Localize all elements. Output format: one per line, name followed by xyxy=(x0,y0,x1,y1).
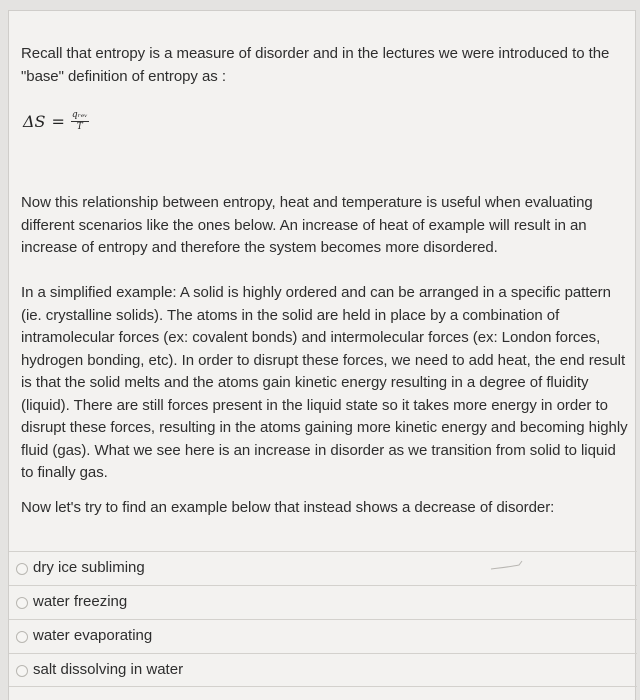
entropy-formula xyxy=(23,111,89,132)
option-label[interactable]: water freezing xyxy=(33,593,128,610)
prompt-emphasis: decrease xyxy=(414,499,476,516)
option-water-evaporating[interactable] xyxy=(9,619,637,653)
pen-mark-icon xyxy=(489,558,529,574)
formula-lhs: ΔS xyxy=(23,112,46,131)
option-label[interactable]: water evaporating xyxy=(33,627,153,644)
option-label[interactable]: dry ice subliming xyxy=(33,559,145,576)
question-panel xyxy=(8,10,636,700)
option-water-freezing[interactable] xyxy=(9,585,637,619)
paragraph-relationship: Now this relationship between entropy, heat and temperature is useful when evaluating different scenarios like the ones below. An increase of heat of example will result in an increase of entropy and therefore the system becomes more disordered. xyxy=(21,194,593,256)
radio-button[interactable] xyxy=(16,597,28,609)
radio-button[interactable] xyxy=(16,665,28,677)
formula-numerator: qᵣₑᵥ xyxy=(71,110,88,120)
radio-button[interactable] xyxy=(16,631,28,643)
paragraph-example: In a simplified example: A solid is highly ordered and can be arranged in a specific pattern (ie. crystalline solids). The atoms in the solid are held in place by a combination of intramolecular forces (ex: covalent bonds) and intermolecular forces (ex: London forces, hydrogen bonding, etc). In order to disrupt these forces, we need to add heat, the end result is that the solid melts and the atoms gain kinetic energy resulting in a degree of fluidity (liquid). There are still forces present in the liquid state so it takes more energy in order to disrupt these forces, resulting in the atoms gaining more kinetic energy and becoming highly fluid (gas). What we see here is an increase in disorder as we transition from solid to liquid to finally gas. xyxy=(21,284,628,481)
prompt-prefix: Now let's try to find an example below that instead shows a xyxy=(21,499,415,516)
option-dry-ice-subliming[interactable] xyxy=(9,551,637,585)
question-prompt xyxy=(21,497,621,520)
formula-equals: = xyxy=(51,112,65,131)
option-label[interactable]: salt dissolving in water xyxy=(33,661,184,678)
option-salt-dissolving[interactable] xyxy=(9,653,637,687)
radio-button[interactable] xyxy=(16,563,28,575)
intro-text: Recall that entropy is a measure of disorder and in the lectures we were introduced to the "base" definition of entropy as : xyxy=(21,45,610,85)
formula-fraction xyxy=(71,111,89,132)
prompt-suffix: of disorder: xyxy=(475,499,555,516)
formula-denominator: T xyxy=(76,122,83,132)
